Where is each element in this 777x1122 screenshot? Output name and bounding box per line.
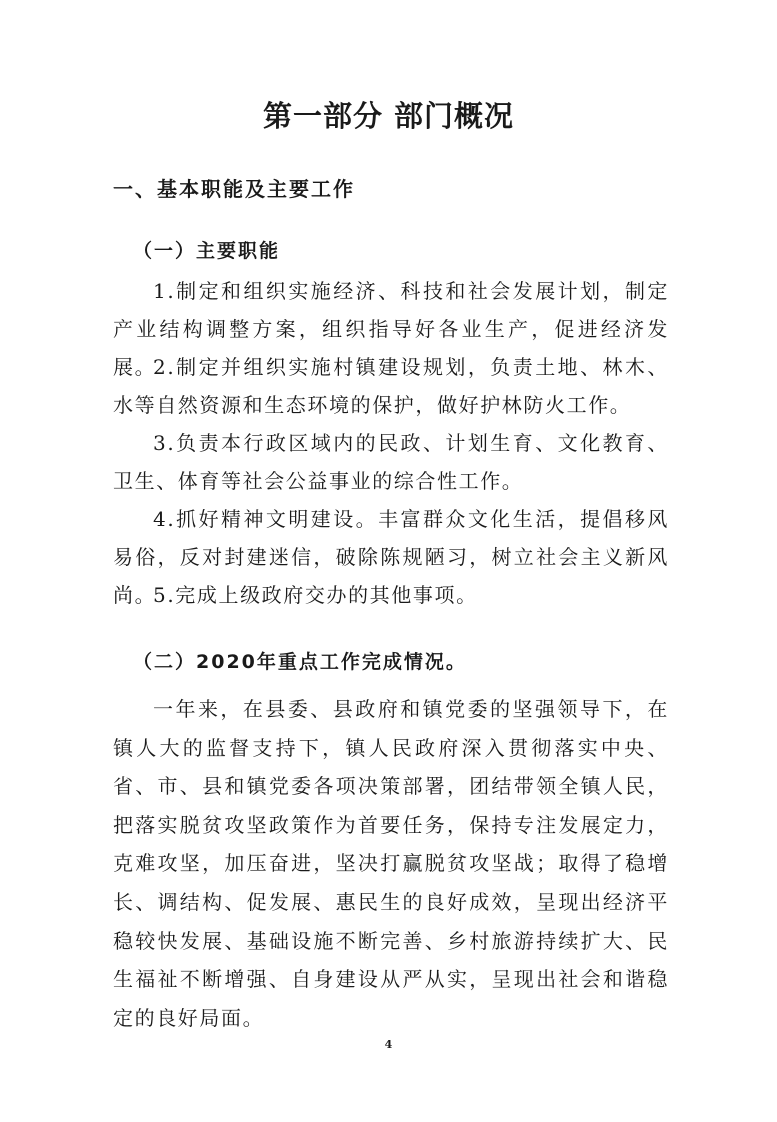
section-heading: 一、基本职能及主要工作 [113, 177, 355, 201]
function-item-4: 4.抓好精神文明建设。丰富群众文化生活，提倡移风易俗，反对封建迷信，破除陈规陋习，树立社会主义新风尚。 [113, 507, 669, 607]
function-item-5: 5.完成上级政府交办的其他事项。 [153, 583, 478, 607]
function-item-1: 1.制定和组织实施经济、科技和社会发展计划，制定产业结构调整方案，组织指导好各业生产，促进经济发展。 [113, 279, 669, 379]
subsection-heading-main-functions: （一）主要职能 [133, 240, 281, 262]
page-title: 第一部分 部门概况 [262, 99, 515, 133]
function-item-2: 2.制定并组织实施村镇建设规划，负责土地、林木、水等自然资源和生态环境的保护，做好护林防火工作。 [113, 355, 669, 417]
function-item-3: 3.负责本行政区域内的民政、计划生育、文化教育、卫生、体育等社会公益事业的综合性工作。 [113, 431, 669, 493]
subsection-heading-2020-work: （二）2020年重点工作完成情况。 [133, 651, 467, 673]
work-summary-paragraph: 一年来，在县委、县政府和镇党委的坚强领导下，在镇人大的监督支持下，镇人民政府深入贯彻落实中央、省、市、县和镇党委各项决策部署，团结带领全镇人民，把落实脱贫攻坚政策作为首要任务，保持专注发展定力，克难攻坚，加压奋进，坚决打赢脱贫攻坚战；取得了稳增长、调结构、促发展、惠民生的良好成效，呈现出经济平稳较快发展、基础设施不断完善、乡村旅游持续扩大、民生福祉不断增强、自身建设从严从实，呈现出社会和谐稳定的良好局面。 [113, 697, 669, 1030]
page-number: 4 [384, 1038, 393, 1051]
